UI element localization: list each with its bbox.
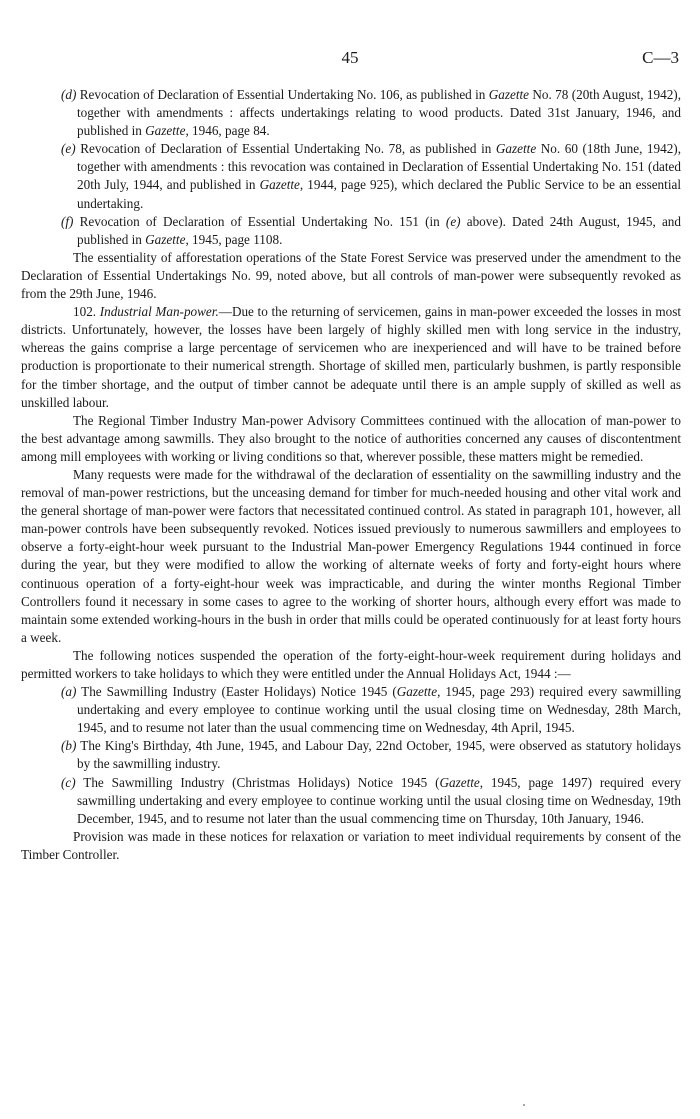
- paragraph-notices: The following notices suspended the operation of the forty-eight-hour-week requirement during holidays and permitted workers to take holidays to which they were entitled under the Annual Holidays Act, 1944 :—: [21, 647, 681, 681]
- paragraph-afforestation: The essentiality of afforestation operations of the State Forest Service was preserved under the amendment to the Declaration of Essential Undertakings No. 99, noted above, but all controls of man-power were subsequently revoked as from the 29th June, 1946.: [21, 249, 681, 302]
- list-text: The Sawmilling Industry (Christmas Holidays) Notice 1945 (: [75, 774, 440, 790]
- list-text: Revocation of Declaration of Essential Undertaking No. 78, as published in: [75, 141, 496, 157]
- paragraph-heading: Industrial Man-power.: [99, 304, 219, 320]
- list-marker: (a): [61, 684, 77, 700]
- paragraph-provision: Provision was made in these notices for relaxation or variation to meet individual requirements by consent of the Timber Controller.: [21, 828, 681, 862]
- paragraph-text: —Due to the returning of servicemen, gains in man-power exceeded the losses in most districts. Unfortunately, however, the losses have been largely of highly skilled men with long service in the industry, whereas the gains comprise a large percentage of servicemen who are inexperienced and will have to be trained before production is proportionate to their numerical strength. Shortage of skilled men, particularly bushmen, is partly responsible for the timber shortage, and the output of timber cannot be adequate until there is an ample supply of skilled as well as unskilled labour.: [21, 304, 681, 410]
- paragraph-regional-committees: The Regional Timber Industry Man-power Advisory Committees continued with the allocation of man-power to the best advantage among sawmills. They also brought to the notice of authorities concerned any causes of discontentment among mill employees with working or living conditions so that, wherever possible, these matters might be remedied.: [21, 412, 681, 464]
- list-marker: (b): [61, 738, 77, 754]
- list-item-a: [31, 683, 681, 737]
- list-item-c: [31, 774, 681, 828]
- gazette-ref: Gazette: [145, 231, 186, 247]
- list-item-e: [31, 140, 681, 212]
- list-text: above). Dated 24th August, 1945, and published in: [77, 213, 681, 247]
- gazette-ref: Gazette: [439, 774, 480, 790]
- list-text: No. 60 (18th June, 1942), together with amendments : this revocation was contained in Declaration of Essential Undertaking No. 151 (dated 20th July, 1944, and published in: [77, 141, 681, 193]
- gazette-ref: Gazette: [488, 87, 530, 102]
- page-number: 45: [341, 48, 359, 67]
- list-text: Revocation of Declaration of Essential Undertaking No. 151 (in: [73, 213, 446, 229]
- paragraph-102: [21, 303, 681, 412]
- list-item-d: [31, 86, 681, 140]
- gazette-ref: Gazette: [145, 123, 186, 139]
- list-text: Revocation of Declaration of Essential Undertaking No. 106, as published in: [76, 87, 489, 102]
- gazette-ref: Gazette: [259, 177, 300, 193]
- list-text: , 1945, page 1497) required every sawmilling undertaking and every employee to continue working until the usual closing time on Wednesday, 19th December, 1945, and to resume not later than the usual commencing time on Thursday, 10th January, 1946.: [77, 774, 681, 826]
- list-item-b: [31, 737, 681, 773]
- list-marker: (d): [61, 87, 77, 102]
- list-text: , 1945, page 1108.: [185, 231, 283, 247]
- page-header: [0, 48, 700, 70]
- list-marker: (c): [61, 774, 76, 790]
- paragraph-requests: Many requests were made for the withdrawal of the declaration of essentiality on the sawmilling industry and the removal of man-power restrictions, but the unceasing demand for timber for much-needed housing and other vital work and the general shortage of man-power were factors that necessitated continued control. As stated in paragraph 101, however, all man-power controls have been subsequently revoked. Notices issued previously to numerous sawmillers and employees to observe a forty-eight-hour week pursuant to the Industrial Man-power Emergency Regulations 1944 continued in force during the year, but they were modified to allow the working of alternate weeks of forty and forty-eight hours where continuous operation of a forty-eight-hour week was impracticable, and during the winter months Regional Timber Controllers found it necessary in some cases to agree to the working of shorter hours, although every effort was made to maintain some extended working-hours in the bush in order that mills could be operated continuously for at least forty hours a week.: [21, 466, 681, 645]
- gazette-ref: Gazette: [495, 141, 537, 157]
- item-ref: (e): [445, 213, 461, 229]
- page-speck: [523, 1104, 525, 1106]
- list-marker: (e): [61, 141, 76, 157]
- list-text: The Sawmilling Industry (Easter Holidays) Notice 1945 (: [76, 684, 397, 700]
- list-item-f: [31, 213, 681, 249]
- body-text: [21, 86, 681, 864]
- list-text: The King's Birthday, 4th June, 1945, and Labour Day, 22nd October, 1945, were observed as statutory holidays by the sawmilling industry.: [76, 738, 681, 772]
- section-code: C—3: [642, 48, 679, 67]
- list-text: , 1946, page 84.: [185, 123, 270, 139]
- list-text: , 1944, page 925), which declared the Public Service to be an essential undertaking.: [77, 177, 681, 211]
- list-marker: (f): [61, 213, 74, 229]
- list-text: , 1945, page 293) required every sawmilling undertaking and every employee to continue working until the usual closing time on Wednesday, 28th March, 1945, and to resume not later than the usual commencing time on Wednesday, 4th April, 1945.: [77, 684, 681, 736]
- list-text: No. 78 (20th August, 1942), together with amendments : affects undertakings relating to wood products. Dated 31st January, 1946, and published in: [77, 87, 681, 139]
- paragraph-number: 102.: [73, 304, 100, 320]
- gazette-ref: Gazette: [396, 684, 438, 700]
